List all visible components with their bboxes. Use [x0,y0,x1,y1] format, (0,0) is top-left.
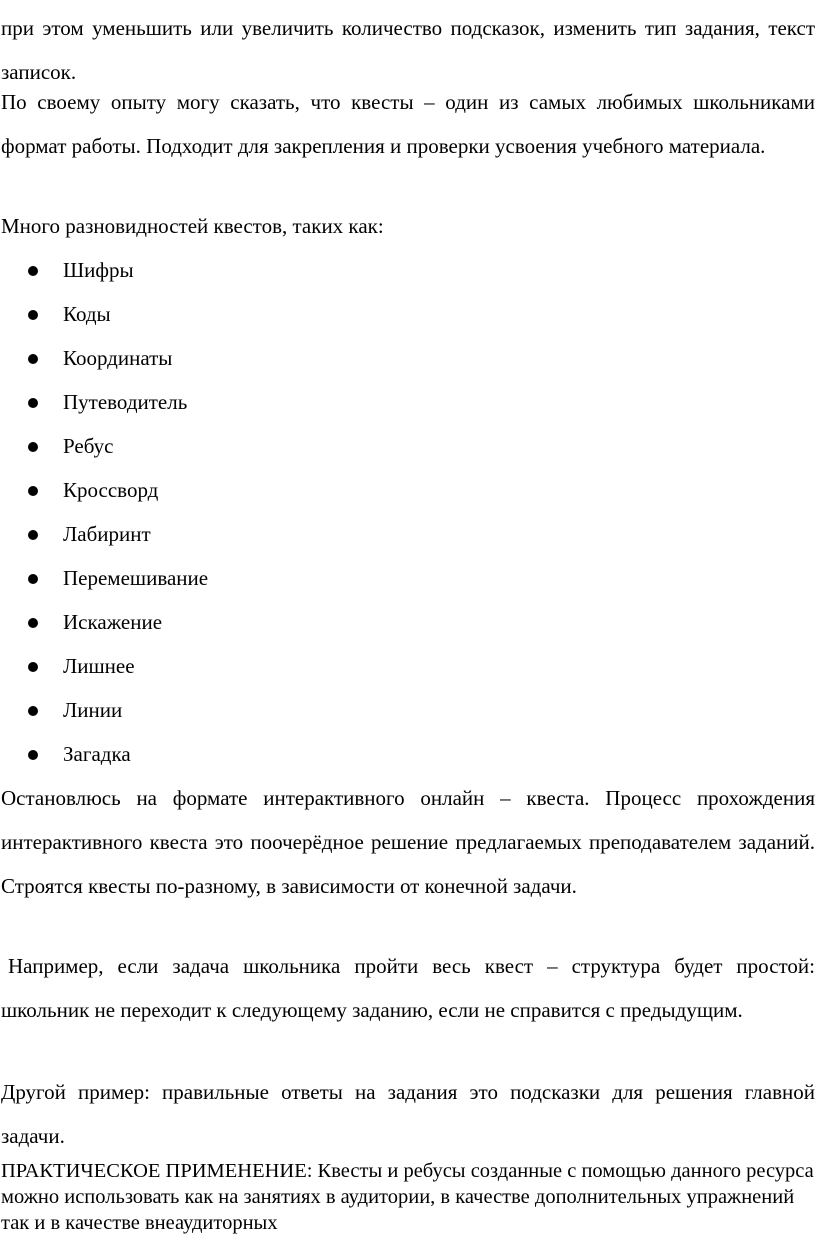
paragraph-example-two: Другой пример: правильные ответы на задания это подсказки для решения главной задачи. [1,1080,815,1148]
bullet-icon [28,354,38,364]
paragraph-intro-continuation: при этом уменьшить или увеличить количество подсказок, изменить тип задания, текст записок. [1,16,815,84]
list-item: Линии [0,688,816,732]
bullet-icon [28,266,38,276]
bullet-icon [28,398,38,408]
bullet-icon [28,618,38,628]
bullet-icon [28,706,38,716]
list-item: Ребус [0,424,816,468]
bullet-icon [28,442,38,452]
bullet-icon [28,530,38,540]
bullet-icon [28,662,38,672]
list-item: Перемешивание [0,556,816,600]
bullet-icon [28,486,38,496]
list-item: Кроссворд [0,468,816,512]
list-item: Лабиринт [0,512,816,556]
paragraph-list-lead: Много разновидностей квестов, таких как: [1,214,384,238]
paragraph-example-one: Например, если задача школьника пройти весь квест – структура будет простой: школьник не переходит к следующему заданию, если не справится с предыдущим. [1,954,815,1022]
list-item: Координаты [0,336,816,380]
list-item: Шифры [0,248,816,292]
quest-types-list [0,248,816,776]
list-item: Лишнее [0,644,816,688]
list-item: Коды [0,292,816,336]
bullet-icon [28,310,38,320]
list-item: Путеводитель [0,380,816,424]
list-item: Загадка [0,732,816,776]
paragraph-experience: По своему опыту могу сказать, что квесты – один из самых любимых школьниками формат работы. Подходит для закрепления и проверки усвоения учебного материала. [1,90,815,158]
bullet-icon [28,574,38,584]
paragraph-online-quest: Остановлюсь на формате интерактивного онлайн – квеста. Процесс прохождения интерактивного квеста это поочерёдное решение предлагаемых преподавателем заданий. Строятся квесты по-разному, в зависимости от конечной задачи. [1,786,815,898]
list-item: Искажение [0,600,816,644]
paragraph-practical-use: ПРАКТИЧЕСКОЕ ПРИМЕНЕНИЕ: Квесты и ребусы созданные с помощью данного ресурса можно использовать как на занятиях в аудитории, в качестве дополнительных упражнений так и в качестве внеаудиторных [1,1160,814,1234]
bullet-icon [28,750,38,760]
